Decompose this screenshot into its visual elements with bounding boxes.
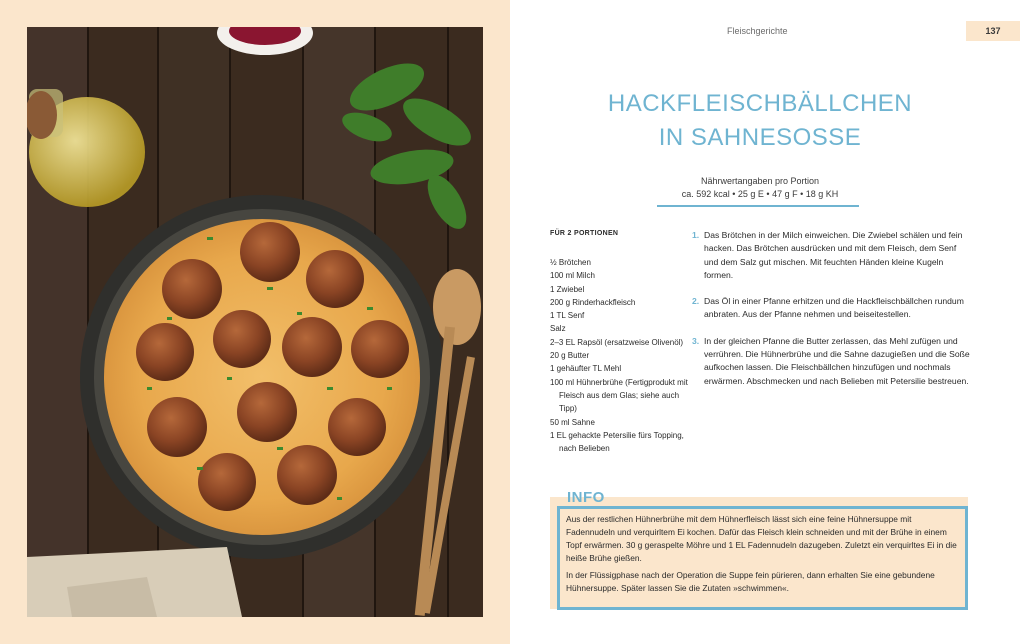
instruction-step [692,229,970,282]
recipe-title-line2: IN SAHNESOSSE [658,124,862,151]
ingredient-item: 200 g Rinderhackfleisch [550,297,636,307]
step-number: 3. [692,335,700,346]
recipe-title-line1: HACKFLEISCHBÄLLCHEN [607,90,913,117]
ingredient-item: 50 ml Sahne [550,417,595,427]
step-text: Das Brötchen in der Milch einweichen. Die Zwiebel schälen und fein hacken. Das Brötchen ausdrücken und mit dem Fleisch, dem Senf und dem Salz gut mischen. Mit feuchten Händen kleine Kugeln formen. [704,230,963,280]
ingredient-item: ½ Brötchen [550,258,591,267]
ingredient-item: 100 ml Hühnerbrühe (Fertigprodukt mit Fleisch aus dem Glas; siehe auch Tipp) [550,377,688,414]
info-label: INFO [567,489,605,506]
ingredient-item: 20 g Butter [550,351,590,361]
nutrition-values: ca. 592 kcal • 25 g E • 47 g F • 18 g KH [681,189,839,199]
ingredient-item: 1 TL Senf [550,311,585,321]
ingredient-item: 1 gehäufter TL Mehl [550,364,622,374]
ingredients-heading: FÜR 2 PORTIONEN [550,230,619,237]
instruction-step [692,335,970,388]
nutrition-divider [657,205,859,207]
ingredient-item: 1 EL gehackte Petersilie fürs Topping, nach Belieben [550,430,684,454]
meatballs-photo-illustration [27,27,483,617]
ingredient-item: 1 Zwiebel [550,284,585,294]
instructions-list [692,229,970,388]
step-text: Das Öl in einer Pfanne erhitzen und die Hackfleischbällchen rundum anbraten. Aus der Pfanne nehmen und beiseitestellen. [704,296,964,320]
right-page [510,0,1020,644]
step-text: In der gleichen Pfanne die Butter zerlassen, das Mehl zufügen und verrühren. Die Hühnerbrühe und die Sahne dazugießen und die Soße aufkochen lassen. Die Fleischbällchen hinzufügen und nochmals erwärmen. Abschmecken und nach Belieben mit Petersilie bestreuen. [704,335,970,386]
page-number: 137 [966,21,1020,41]
instruction-step [692,295,970,322]
info-paragraph: In der Flüssigphase nach der Operation die Suppe fein pürieren, dann erhalten Sie eine gebundene Hühnersuppe. Später lassen Sie die Zutaten »schwimmen«. [566,570,935,593]
ingredient-item: 2–3 EL Rapsöl (ersatzweise Olivenöl) [550,337,684,347]
ingredients-list [550,256,690,455]
step-number: 2. [692,296,700,307]
ingredient-item: 100 ml Milch [550,271,595,281]
info-box [557,506,968,610]
info-paragraph: Aus der restlichen Hühnerbrühe mit dem Hühnerfleisch lässt sich eine feine Hühnersuppe mit Fadennudeln und verquirltem Ei kochen. Dafür das Fleisch klein schneiden und mit der Brühe in einem Topf erwärmen. 30 g geraspelte Möhre und 1 EL Fadennudeln dazugeben. Zuletzt ein verquirltes Ei in die heiße Brühe gießen. [566,514,957,563]
ingredient-item: Salz [550,324,566,334]
step-number: 1. [692,230,700,240]
meatballs-photo [27,27,483,617]
running-head: Fleischgerichte [727,26,788,36]
nutrition-heading: Nährwertangaben pro Portion [700,176,820,186]
